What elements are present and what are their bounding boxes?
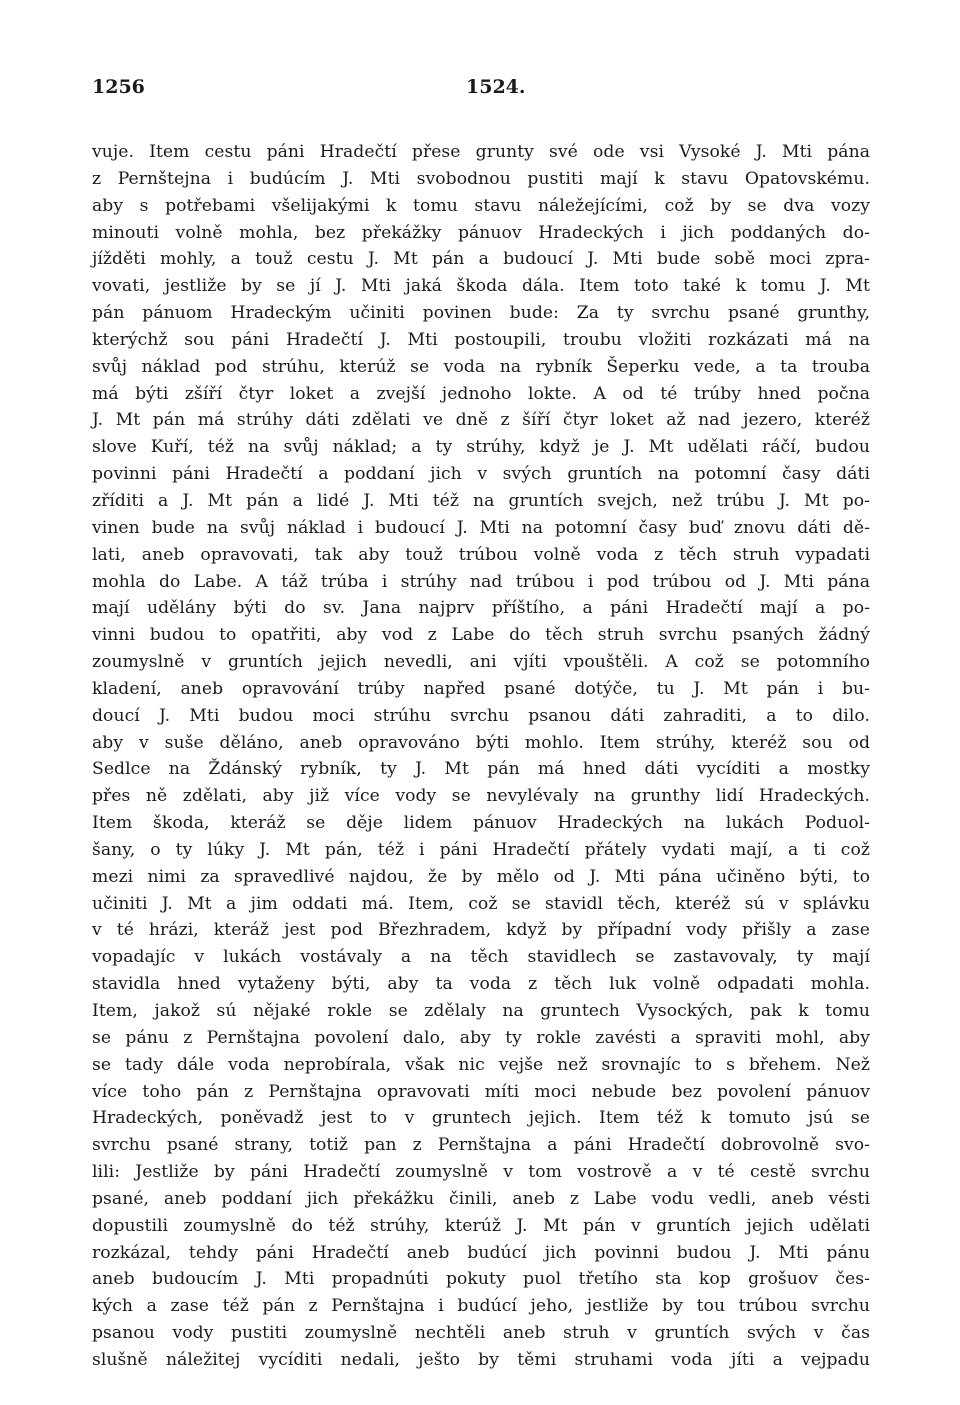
text-line: Item škoda, kteráž se děje lidem pánuov Hradeckých na lukách Poduol- [92, 813, 870, 834]
text-line: lili: Jestliže by páni Hradečtí zoumyslně v tom vostrově a v té cestě svrchu [92, 1162, 870, 1183]
running-head-year: 1524. [466, 76, 526, 98]
text-line: minouti volně mohla, bez překážky pánuov Hradeckých i jich poddaných do- [92, 222, 870, 243]
page-number: 1256 [92, 76, 145, 98]
text-line: mají udělány býti do sv. Jana najprv příštího, a páni Hradečtí mají a po- [92, 598, 870, 619]
text-line: šany, o ty lúky J. Mt pán, též i páni Hradečtí přátely vydati mají, a ti což [92, 839, 870, 860]
text-line: dopustili zoumyslně do též strúhy, kterúž J. Mt pán v gruntích jejich udělati [92, 1215, 870, 1236]
text-line: zříditi a J. Mt pán a lidé J. Mti též na gruntích svejch, než trúbu J. Mt po- [92, 490, 870, 511]
text-line: více toho pán z Pernštajna opravovati míti moci nebude bez povolení pánuov [92, 1081, 870, 1102]
text-line: v té hrázi, kteráž jest pod Březhradem, když by případní vody přišly a zase [92, 920, 870, 941]
text-line: psanou vody pustiti zoumyslně nechtěli aneb struh v gruntích svých v čas [92, 1323, 870, 1344]
text-line: slove Kuří, též na svůj náklad; a ty strúhy, když je J. Mt udělati ráčí, budou [92, 437, 870, 458]
text-line: Item, jakož sú nějaké rokle se zdělaly na gruntech Vysockých, pak k tomu [92, 1001, 870, 1021]
text-line: vinen bude na svůj náklad i budoucí J. Mti na potomní časy buď znovu dáti dě- [92, 517, 870, 538]
body-text [92, 139, 870, 1374]
text-line: má býti zšíří čtyr loket a zvejší jednoho lokte. A od té trúby hned počna [92, 383, 870, 404]
text-line: doucí J. Mti budou moci strúhu svrchu psanou dáti zahraditi, a to dilo. [92, 705, 870, 726]
text-line: kterýchž sou páni Hradečtí J. Mti postoupili, troubu vložiti rozkázati má na [92, 329, 870, 350]
text-line: stavidla hned vytaženy býti, aby ta voda z těch luk volně odpadati mohla. [92, 974, 870, 995]
text-line: mezi nimi za spravedlivé najdou, že by mělo od J. Mti pána učiněno býti, to [92, 866, 870, 887]
text-line: přes ně zdělati, aby již více vody se nevylévaly na grunthy lidí Hradeckých. [92, 786, 870, 807]
text-line: aby v suše děláno, aneb opravováno býti mohlo. Item strúhy, kteréž sou od [92, 732, 870, 753]
text-line: učiniti J. Mt a jim oddati má. Item, což se stavidl těch, kteréž sú v splávku [92, 893, 870, 914]
text-line: aby s potřebami všelijakými k tomu stavu náležejícími, což by se dva vozy [92, 195, 870, 216]
page-header [92, 76, 872, 106]
text-line: se pánu z Pernštajna povolení dalo, aby ty rokle zavésti a spraviti mohl, aby [92, 1027, 870, 1048]
text-line: aneb budoucím J. Mti propadnúti pokuty puol třetího sta kop grošuov čes- [92, 1269, 870, 1290]
text-line: lati, aneb opravovati, tak aby touž trúbou volně voda z těch struh vypadati [92, 544, 870, 565]
text-line: rozkázal, tehdy páni Hradečtí aneb budúcí jich povinni budou J. Mti pánu [92, 1242, 870, 1263]
text-line: vovati, jestliže by se jí J. Mti jaká škoda dála. Item toto také k tomu J. Mt [92, 276, 870, 297]
text-line: J. Mt pán má strúhy dáti zdělati ve dně z šíří čtyr loket až nad jezero, kteréž [92, 410, 870, 431]
text-line: povinni páni Hradečtí a poddaní jich v svých gruntích na potomní časy dáti [92, 464, 870, 485]
text-line: vuje. Item cestu páni Hradečtí přese grunty své ode vsi Vysoké J. Mti pána [92, 142, 870, 162]
text-line: jížděti mohly, a touž cestu J. Mt pán a budoucí J. Mti bude sobě moci zpra- [92, 249, 870, 270]
text-line: kých a zase též pán z Pernštajna i budúcí jeho, jestliže by tou trúbou svrchu [92, 1296, 870, 1317]
text-line: vopadajíc v lukách vostávaly a na těch stavidlech se zastavovaly, ty mají [92, 947, 870, 968]
text-line: psané, aneb poddaní jich překážku činili, aneb z Labe vodu vedli, aneb vésti [92, 1188, 870, 1209]
text-line: se tady dále voda neprobírala, však nic vejše než srovnajíc to s břehem. Než [92, 1054, 870, 1075]
text-line: svůj náklad pod strúhu, kterúž se voda na rybník Šeperku vede, a ta trouba [92, 356, 870, 377]
text-line: Sedlce na Ždánský rybník, ty J. Mt pán má hned dáti vycíditi a mostky [92, 759, 870, 780]
text-line: pán pánuom Hradeckým učiniti povinen bude: Za ty svrchu psané grunthy, [92, 303, 870, 324]
text-line: mohla do Labe. A táž trúba i strúhy nad trúbou i pod trúbou od J. Mti pána [92, 571, 870, 592]
text-line: zoumyslně v gruntích jejich nevedli, ani vjíti vpouštěli. A což se potomního [92, 652, 870, 673]
text-line: kladení, aneb opravování trúby napřed psané dotýče, tu J. Mt pán i bu- [92, 678, 870, 699]
text-line: vinni budou to opatřiti, aby vod z Labe do těch struh svrchu psaných žádný [92, 625, 870, 646]
text-line: z Pernštejna i budúcím J. Mti svobodnou pustiti mají k stavu Opatovskému. [92, 168, 870, 189]
text-line: slušně náležitej vycíditi nedali, ješto by těmi struhami voda jíti a vejpadu [92, 1349, 870, 1370]
text-line: Hradeckých, poněvadž jest to v gruntech jejich. Item též k tomuto jsú se [92, 1108, 870, 1129]
text-line: svrchu psané strany, totiž pan z Pernštajna a páni Hradečtí dobrovolně svo- [92, 1135, 870, 1156]
